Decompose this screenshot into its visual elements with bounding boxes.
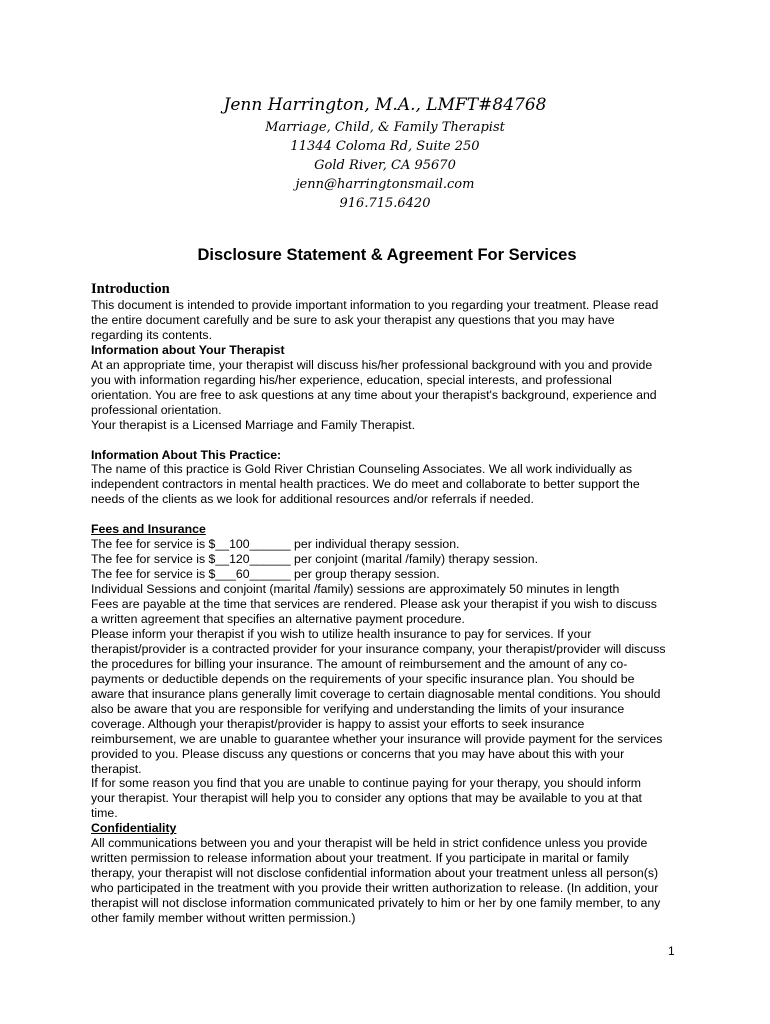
fees-line: your therapist. Your therapist will help you to consider any options that may be available to you at that xyxy=(91,791,642,806)
section-spacer xyxy=(91,507,683,522)
therapist-info-line: orientation. You are free to ask questions at any time about your therapist's background, experience and xyxy=(91,387,657,402)
fees-line: also be aware that you are responsible for verifying and understanding the limits of your insurance xyxy=(91,701,625,716)
therapist-info-line: Your therapist is a Licensed Marriage and Family Therapist. xyxy=(91,417,415,432)
fees-line: Please inform your therapist if you wish to utilize health insurance to pay for services. If your xyxy=(91,626,592,641)
document-body xyxy=(91,280,683,926)
page-number: 1 xyxy=(668,944,675,958)
therapist-info-line: At an appropriate time, your therapist will discuss his/her professional background with you and provide xyxy=(91,357,653,372)
fees-line: therapist. xyxy=(91,761,142,776)
practice-info-line: independent contractors in mental health practices. We do meet and collaborate to better support the xyxy=(91,477,640,492)
fees-line: therapist/provider is a contracted provider for your insurance company, your therapist/provider will discuss xyxy=(91,641,666,656)
introduction-line: This document is intended to provide important information to you regarding your treatment. Please read xyxy=(91,298,659,312)
practice-info-heading: Information About This Practice: xyxy=(91,447,282,462)
introduction-line: the entire document carefully and be sure to ask your therapist any questions that you may have xyxy=(91,312,615,327)
confidentiality-line: who participated in the treatment with you provide their written authorization to release. (In addition, your xyxy=(91,881,659,896)
therapist-name: Jenn Harrington, M.A., LMFT#84768 xyxy=(223,95,547,115)
practice-info-line: needs of the clients as we look for additional resources and/or referrals if needed. xyxy=(91,492,534,507)
confidentiality-heading: Confidentiality xyxy=(91,821,177,836)
address-line-2: Gold River, CA 95670 xyxy=(314,158,456,173)
fees-line: aware that insurance plans generally limit coverage to certain diagnosable mental conditions. You should xyxy=(91,686,661,701)
confidentiality-line: therapy, your therapist will not disclose confidential information about your treatment unless all person(s) xyxy=(91,866,659,881)
confidentiality-line: All communications between you and your therapist will be held in strict confidence unless you provide xyxy=(91,836,648,851)
fees-line: provided to you. Please discuss any questions or concerns that you may have about this with your xyxy=(91,746,625,761)
document-title: Disclosure Statement & Agreement For Services xyxy=(197,246,577,264)
therapist-title: Marriage, Child, & Family Therapist xyxy=(265,120,505,135)
fees-line: Fees are payable at the time that services are rendered. Please ask your therapist if you wish to discuss xyxy=(91,597,657,612)
address-line-1: 11344 Coloma Rd, Suite 250 xyxy=(290,139,480,154)
fees-line: The fee for service is $__120______ per conjoint (marital /family) therapy session. xyxy=(91,552,539,567)
introduction-heading: Introduction xyxy=(91,281,170,297)
fees-line: The fee for service is $__100______ per individual therapy session. xyxy=(91,537,460,552)
fees-line: payments or deductible depends on the requirements of your specific insurance plan. You should be xyxy=(91,671,635,686)
therapist-info-heading: Information about Your Therapist xyxy=(91,342,285,357)
letterhead xyxy=(0,94,770,213)
fees-line: a written agreement that specifies an alternative payment procedure. xyxy=(91,611,465,626)
practice-info-line: The name of this practice is Gold River Christian Counseling Associates. We all work individually as xyxy=(91,462,633,477)
fees-line: Individual Sessions and conjoint (marital /family) sessions are approximately 50 minutes in length xyxy=(91,582,620,597)
fees-line: reimbursement, we are unable to guarantee whether your insurance will provide payment for the services xyxy=(91,731,663,746)
confidentiality-line: other family member without written permission.) xyxy=(91,911,356,926)
confidentiality-line: written permission to release information about your treatment. If you participate in marital or family xyxy=(91,851,629,866)
fees-line: The fee for service is $___60______ per group therapy session. xyxy=(91,567,440,582)
therapist-info-line: professional orientation. xyxy=(91,402,222,417)
section-spacer xyxy=(91,433,683,448)
fees-heading: Fees and Insurance xyxy=(91,522,206,537)
fees-line: the procedures for billing your insurance. The amount of reimbursement and the amount of any co- xyxy=(91,656,628,671)
introduction-line: regarding its contents. xyxy=(91,327,212,342)
email-address: jenn@harringtonsmail.com xyxy=(295,177,475,192)
confidentiality-line: therapist will not disclose information communicated privately to him or her by one family member, to any xyxy=(91,896,661,911)
therapist-info-line: you with information regarding his/her experience, education, special interests, and professional xyxy=(91,372,612,387)
fees-line: time. xyxy=(91,806,118,821)
phone-number: 916.715.6420 xyxy=(339,196,431,211)
fees-line: coverage. Although your therapist/provider is happy to assist your efforts to seek insurance xyxy=(91,716,585,731)
fees-line: If for some reason you find that you are unable to continue paying for your therapy, you should inform xyxy=(91,776,642,791)
